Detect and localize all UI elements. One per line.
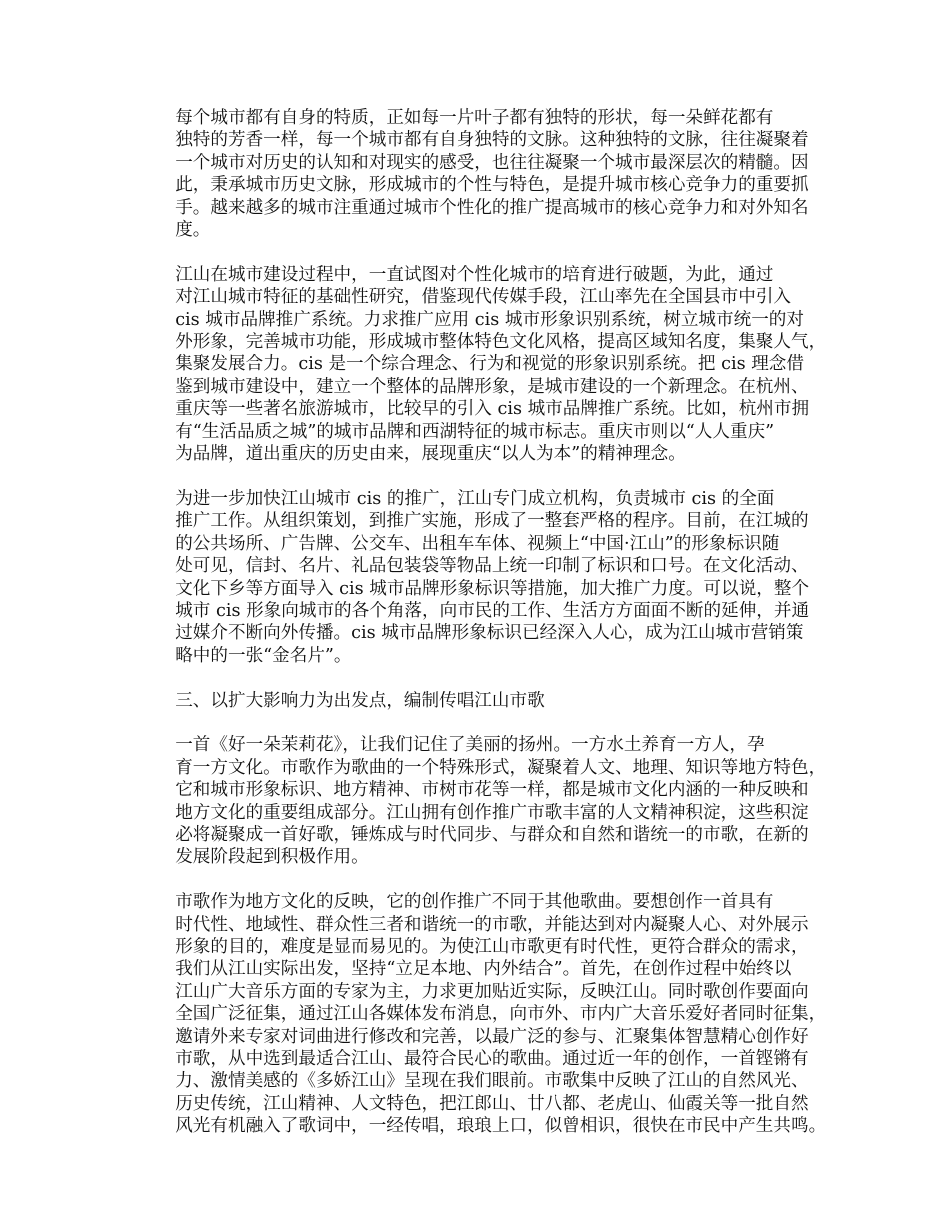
text-line: 略中的一张“金名片”。 xyxy=(175,645,352,666)
text-line: 的公共场所、广告牌、公交车、出租车车体、视频上“中国·江山”的形象标识随 xyxy=(175,533,780,554)
text-line: 历史传统，江山精神、人文特色，把江郎山、廿八都、老虎山、仙霞关等一批自然 xyxy=(175,1093,809,1114)
text-line: 推广工作。从组织策划，到推广实施，形成了一整套严格的程序。目前，在江城的 xyxy=(175,511,809,532)
text-line: 育一方文化。市歌作为歌曲的一个特殊形式，凝聚着人文、地理、知识等地方特色， xyxy=(175,757,827,778)
heading-text: 三、以扩大影响力为出发点，编制传唱江山市歌 xyxy=(175,690,545,711)
text-line: 过媒介不断向外传播。cis 城市品牌形象标识已经深入人心，成为江山城市营销策 xyxy=(175,623,804,644)
text-line: 时代性、地域性、群众性三者和谐统一的市歌，并能达到对内凝聚人心、对外展示 xyxy=(175,914,809,935)
text-line: 对江山城市特征的基础性研究，借鉴现代传媒手段，江山率先在全国县市中引入 xyxy=(175,287,791,308)
paragraph-city-song-creation xyxy=(140,891,830,1137)
text-line: 江山广大音乐方面的专家为主，力求更加贴近实际，反映江山。同时歌创作要面向 xyxy=(175,981,809,1002)
paragraph-cis-promotion xyxy=(140,488,830,667)
text-line: 发展阶段起到积极作用。 xyxy=(175,847,369,868)
text-line: 一个城市对历史的认知和对现实的感受，也往往凝聚一个城市最深层次的精髓。因 xyxy=(175,152,809,173)
paragraph-cultural-identity xyxy=(140,107,830,241)
text-line: 鉴到城市建设中，建立一个整体的品牌形象，是城市建设的一个新理念。在杭州、 xyxy=(175,376,809,397)
text-line: 为品牌，道出重庆的历史由来，展现重庆“以人为本”的精神理念。 xyxy=(175,444,686,465)
text-line: 全国广泛征集，通过江山各媒体发布消息，向市外、市内广大音乐爱好者同时征集， xyxy=(175,1004,827,1025)
text-line: 重庆等一些著名旅游城市，比较早的引入 cis 城市品牌推广系统。比如，杭州市拥 xyxy=(175,399,810,420)
text-line: 城市 cis 形象向城市的各个角落，向市民的工作、生活方方面面不断的延伸，并通 xyxy=(175,600,810,621)
text-line: 形象的目的，难度是显而易见的。为使江山市歌更有时代性，更符合群众的需求， xyxy=(175,936,809,957)
text-line: 地方文化的重要组成部分。江山拥有创作推广市歌丰富的人文精神积淀，这些积淀 xyxy=(175,802,809,823)
paragraph-cis-system xyxy=(140,264,830,466)
text-line: 手。越来越多的城市注重通过城市个性化的推广提高城市的核心竞争力和对外知名 xyxy=(175,197,809,218)
text-line: 文化下乡等方面导入 cis 城市品牌形象标识等措施，加大推广力度。可以说，整个 xyxy=(175,578,810,599)
text-line: 市歌，从中选到最适合江山、最符合民心的歌曲。通过近一年的创作，一首铿锵有 xyxy=(175,1048,809,1069)
text-line: 每个城市都有自身的特质，正如每一片叶子都有独特的形状，每一朵鲜花都有 xyxy=(175,108,774,128)
text-line: 江山在城市建设过程中，一直试图对个性化城市的培育进行破题，为此，通过 xyxy=(175,264,774,285)
text-line: 它和城市形象标识、地方精神、市树市花等一样，都是城市文化内涵的一种反映和 xyxy=(175,780,809,801)
text-line: cis 城市品牌推广系统。力求推广应用 cis 城市形象识别系统，树立城市统一的对 xyxy=(175,309,804,330)
text-line: 力、激情美感的《多娇江山》呈现在我们眼前。市歌集中反映了江山的自然风光、 xyxy=(175,1071,809,1092)
text-line: 有“生活品质之城”的城市品牌和西湖特征的城市标志。重庆市则以“人人重庆” xyxy=(175,421,775,442)
paragraph-city-song-intro xyxy=(140,734,830,868)
text-line: 我们从江山实际出发，坚持“立足本地、内外结合”。首先，在创作过程中始终以 xyxy=(175,959,792,980)
section-heading xyxy=(140,690,830,712)
document-body xyxy=(140,107,830,1160)
text-line: 度。 xyxy=(175,220,211,241)
text-line: 集聚发展合力。cis 是一个综合理念、行为和视觉的形象识别系统。把 cis 理念借 xyxy=(175,354,804,375)
text-line: 为进一步加快江山城市 cis 的推广，江山专门成立机构，负责城市 cis 的全面 xyxy=(175,488,775,509)
text-line: 风光有机融入了歌词中，一经传唱，琅琅上口，似曾相识，很快在市民中产生共鸣。 xyxy=(175,1116,827,1137)
text-line: 市歌作为地方文化的反映，它的创作推广不同于其他歌曲。要想创作一首具有 xyxy=(175,892,774,913)
text-line: 独特的芳香一样，每一个城市都有自身独特的文脉。这种独特的文脉，往往凝聚着 xyxy=(175,130,809,151)
text-line: 必将凝聚成一首好歌，锤炼成与时代同步、与群众和自然和谐统一的市歌，在新的 xyxy=(175,824,809,845)
text-line: 处可见，信封、名片、礼品包装袋等物品上统一印制了标识和口号。在文化活动、 xyxy=(175,556,809,577)
text-line: 邀请外来专家对词曲进行修改和完善，以最广泛的参与、汇聚集体智慧精心创作好 xyxy=(175,1026,809,1047)
text-line: 外形象，完善城市功能，形成城市整体特色文化风格，提高区域知名度，集聚人气， xyxy=(175,332,827,353)
text-line: 一首《好一朵茉莉花》，让我们记住了美丽的扬州。一方水土养育一方人，孕 xyxy=(175,735,765,756)
text-line: 此，秉承城市历史文脉，形成城市的个性与特色，是提升城市核心竞争力的重要抓 xyxy=(175,175,809,196)
